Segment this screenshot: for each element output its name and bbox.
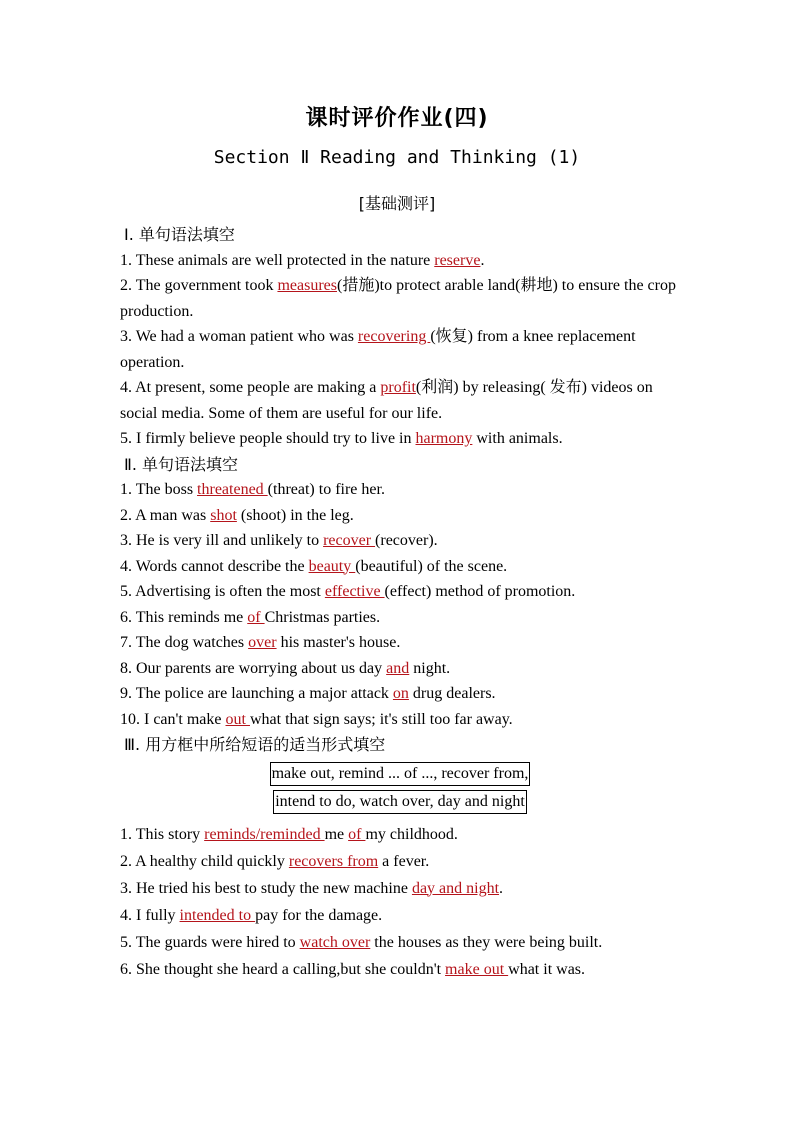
- exercise-item: [120, 875, 680, 902]
- answer-blank: watch over: [299, 933, 371, 951]
- answer-blank: profit: [380, 379, 416, 396]
- exercise-item: [120, 248, 680, 274]
- exercise-item: [120, 630, 680, 656]
- item-text: .: [499, 879, 504, 897]
- item-text: night.: [409, 659, 451, 677]
- section-label: [基础测评]: [358, 194, 436, 213]
- item-text: (threat) to fire her.: [267, 481, 385, 498]
- item-text: his master's house.: [276, 634, 401, 651]
- answer-blank: recovering: [357, 328, 431, 345]
- page-subtitle: Section Ⅱ Reading and Thinking (1): [213, 147, 581, 168]
- phrase-box-line: intend to do, watch over, day and night: [273, 790, 527, 814]
- exercise-item: [120, 848, 680, 875]
- exercise-item: [120, 503, 680, 529]
- answer-blank: intended to: [179, 906, 256, 924]
- item-text: my childhood.: [365, 825, 458, 843]
- answer-blank: measures: [277, 277, 337, 294]
- item-text: 10. I can't make: [120, 710, 226, 728]
- section1-items: [120, 248, 680, 452]
- exercise-body: [120, 222, 680, 983]
- exercise-item: [120, 605, 680, 631]
- section3-heading: Ⅲ. 用方框中所给短语的适当形式填空: [124, 735, 386, 754]
- item-text: pay for the damage.: [255, 906, 383, 924]
- exercise-item: [120, 681, 680, 707]
- section3-items: [120, 821, 680, 983]
- phrase-box: [120, 761, 680, 817]
- item-text: .: [480, 251, 485, 269]
- item-text: 3. He is very ill and unlikely to: [120, 532, 324, 549]
- exercise-item: [120, 375, 680, 426]
- item-text: 5. Advertising is often the most: [120, 583, 325, 600]
- answer-blank: of: [348, 825, 366, 843]
- answer-blank: harmony: [415, 430, 473, 447]
- answer-blank: recovers from: [288, 852, 379, 870]
- answer-blank: of: [247, 608, 265, 626]
- exercise-item: [120, 929, 680, 956]
- item-text: the houses as they were being built.: [370, 933, 603, 951]
- answer-blank: out: [225, 710, 250, 728]
- answer-blank: recover: [323, 532, 376, 549]
- item-text: 3. He tried his best to study the new machine: [120, 879, 412, 897]
- item-text: (利润) by releasing( 发布) videos on social media. Some of them are useful for our life.: [120, 379, 653, 422]
- item-text: 1. The boss: [120, 481, 198, 498]
- answer-blank: shot: [210, 506, 237, 524]
- exercise-item: [120, 528, 680, 554]
- item-text: (beautiful) of the scene.: [355, 557, 508, 575]
- section2-heading: Ⅱ. 单句语法填空: [124, 454, 239, 474]
- section1-heading: Ⅰ. 单句语法填空: [124, 225, 235, 244]
- answer-blank: beauty: [308, 557, 356, 575]
- item-text: (恢复) from a knee replacement operation.: [120, 328, 636, 371]
- exercise-item: [120, 902, 680, 929]
- item-text: 6. This reminds me: [120, 608, 248, 626]
- answer-blank: day and night: [411, 879, 500, 897]
- exercise-item: [120, 273, 680, 324]
- phrase-box-line: make out, remind ... of ..., recover from,: [270, 762, 531, 786]
- answer-blank: reminds/reminded: [204, 825, 325, 843]
- item-text: 4. I fully: [120, 906, 180, 924]
- item-text: drug dealers.: [408, 685, 496, 702]
- answer-blank: and: [386, 659, 410, 677]
- exercise-item: [120, 554, 680, 580]
- item-text: (措施)to protect arable land(耕地) to ensure the crop production.: [120, 277, 676, 320]
- answer-blank: make out: [445, 960, 509, 978]
- item-text: 4. Words cannot describe the: [120, 557, 309, 575]
- item-text: 3. We had a woman patient who was: [120, 328, 358, 345]
- item-text: 6. She thought she heard a calling,but she couldn't: [120, 960, 446, 978]
- answer-blank: reserve: [434, 251, 481, 269]
- item-text: (recover).: [375, 532, 438, 549]
- item-text: 8. Our parents are worrying about us day: [120, 659, 387, 677]
- item-text: 7. The dog watches: [120, 634, 249, 651]
- answer-blank: over: [248, 634, 277, 651]
- item-text: Christmas parties.: [264, 608, 381, 626]
- exercise-item: [120, 707, 680, 733]
- item-text: what that sign says; it's still too far away.: [249, 710, 513, 728]
- section2-items: [120, 477, 680, 732]
- item-text: what it was.: [508, 960, 586, 978]
- answer-blank: on: [392, 685, 409, 702]
- item-text: 1. These animals are well protected in the nature: [120, 251, 435, 269]
- exercise-item: [120, 956, 680, 983]
- exercise-item: [120, 477, 680, 503]
- item-text: 2. A healthy child quickly: [120, 852, 289, 870]
- item-text: (shoot) in the leg.: [236, 506, 354, 524]
- exercise-item: [120, 324, 680, 375]
- exercise-item: [120, 656, 680, 682]
- exercise-item: [120, 821, 680, 848]
- exercise-item: [120, 426, 680, 452]
- item-text: a fever.: [378, 852, 430, 870]
- item-text: 5. I firmly believe people should try to live in: [120, 430, 416, 447]
- item-text: 5. The guards were hired to: [120, 933, 300, 951]
- page-title: 课时评价作业(四): [305, 106, 489, 131]
- item-text: 9. The police are launching a major attack: [120, 685, 393, 702]
- answer-blank: threatened: [197, 481, 268, 498]
- item-text: with animals.: [472, 430, 563, 447]
- item-text: 2. The government took: [120, 277, 278, 294]
- item-text: me: [324, 825, 349, 843]
- exercise-item: [120, 579, 680, 605]
- item-text: (effect) method of promotion.: [384, 583, 576, 600]
- answer-blank: effective: [324, 583, 385, 600]
- item-text: 2. A man was: [120, 506, 211, 524]
- item-text: 4. At present, some people are making a: [120, 379, 381, 396]
- item-text: 1. This story: [120, 825, 205, 843]
